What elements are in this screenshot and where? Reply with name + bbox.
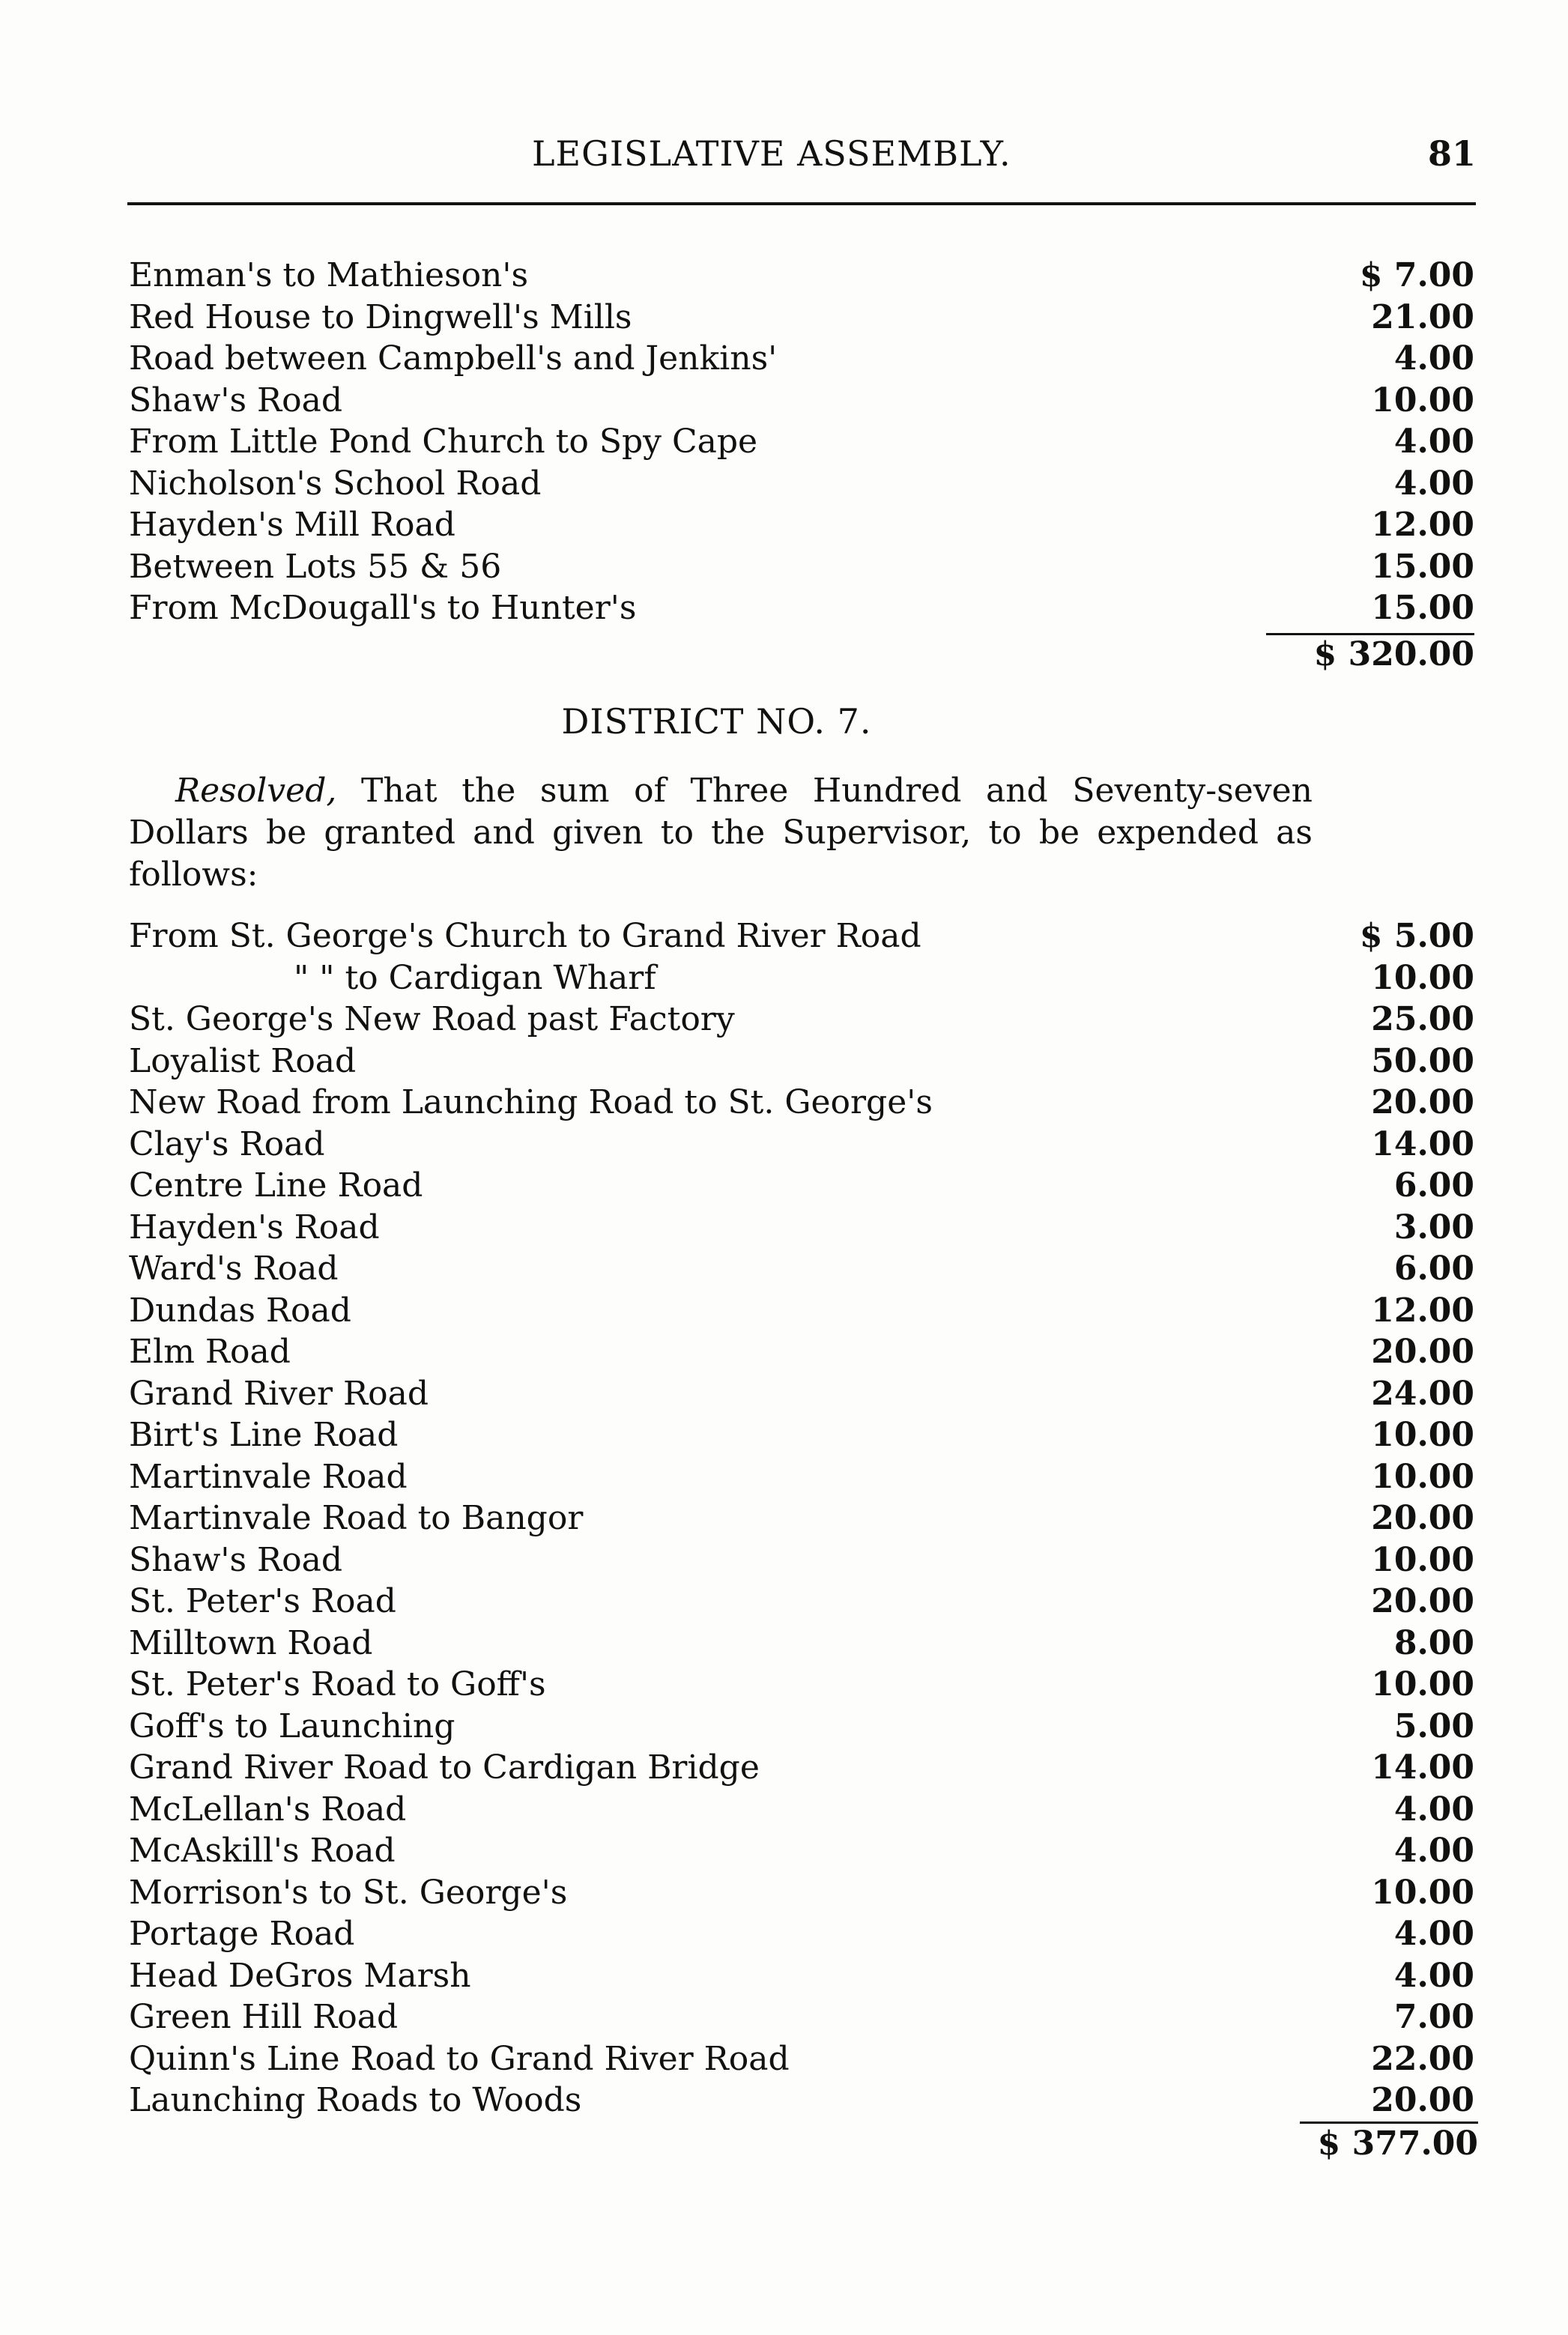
- district-heading: [0, 701, 1568, 742]
- item-amount: 10.00: [1371, 381, 1474, 420]
- item-amount: 24.00: [1371, 1374, 1474, 1413]
- list-item: [129, 915, 1474, 957]
- list-item: [129, 1996, 1474, 2038]
- running-title: LEGISLATIVE ASSEMBLY.: [532, 133, 1011, 174]
- list-item: [129, 587, 1474, 629]
- item-label: Ward's Road: [129, 1250, 339, 1288]
- list-item: [129, 1331, 1474, 1373]
- list-item: [129, 1456, 1474, 1498]
- list-item: [129, 1290, 1474, 1332]
- item-amount: 20.00: [1371, 1582, 1474, 1620]
- item-label: St. Peter's Road to Goff's: [129, 1665, 546, 1703]
- list-item: [129, 380, 1474, 422]
- item-amount: 20.00: [1371, 1333, 1474, 1371]
- item-label: McLellan's Road: [129, 1790, 407, 1829]
- item-amount: 12.00: [1371, 506, 1474, 544]
- list-item: [129, 463, 1474, 505]
- item-label: New Road from Launching Road to St. George's: [129, 1083, 933, 1121]
- item-label: Elm Road: [129, 1333, 291, 1371]
- item-amount: 10.00: [1371, 1416, 1474, 1454]
- item-amount: 7.00: [1393, 1998, 1474, 2036]
- item-label: Hayden's Road: [129, 1208, 380, 1247]
- item-label: " " to Cardigan Wharf: [294, 958, 656, 997]
- item-label: Nicholson's School Road: [129, 464, 542, 503]
- list-item: [129, 1664, 1474, 1706]
- item-label: Centre Line Road: [129, 1166, 423, 1205]
- list-item: [129, 546, 1474, 588]
- list-item: [129, 421, 1474, 463]
- item-amount: 10.00: [1371, 958, 1474, 997]
- district-heading-text: DISTRICT NO. 7.: [561, 701, 872, 742]
- resolution-line-3: follows:: [129, 855, 258, 894]
- item-amount: 6.00: [1393, 1250, 1474, 1288]
- list-item: [129, 1913, 1474, 1955]
- item-amount: 50.00: [1371, 1041, 1474, 1080]
- list-item: [129, 1581, 1474, 1623]
- list-item: [129, 1207, 1474, 1249]
- item-label: Between Lots 55 & 56: [129, 547, 502, 586]
- list-item: [129, 1497, 1474, 1539]
- item-label: Green Hill Road: [129, 1998, 399, 2036]
- list-item: [129, 1165, 1474, 1207]
- list-item: [129, 1373, 1474, 1415]
- item-label: Grand River Road to Cardigan Bridge: [129, 1748, 760, 1787]
- item-label: Shaw's Road: [129, 1540, 343, 1579]
- item-amount: 4.00: [1393, 1956, 1474, 1995]
- item-label: From McDougall's to Hunter's: [129, 589, 637, 627]
- road-list-continued: [129, 255, 1474, 629]
- list-item: [129, 1414, 1474, 1456]
- item-amount: 14.00: [1371, 1748, 1474, 1787]
- list-item: [129, 2038, 1474, 2080]
- list-item: [129, 957, 1474, 999]
- list-item: [129, 1539, 1474, 1581]
- item-label: Enman's to Mathieson's: [129, 256, 529, 294]
- item-label: Shaw's Road: [129, 381, 343, 420]
- item-amount: 20.00: [1371, 2081, 1474, 2119]
- resolution-text-1: That the sum of Three Hundred and Seventy-seven: [360, 772, 1313, 810]
- item-amount: 12.00: [1371, 1291, 1474, 1330]
- section1-total: $ 320.00: [1313, 635, 1474, 673]
- page-header: [127, 133, 1476, 186]
- item-amount: 6.00: [1393, 1166, 1474, 1205]
- item-label: From Little Pond Church to Spy Cape: [129, 423, 758, 461]
- item-label: Dundas Road: [129, 1291, 351, 1330]
- item-amount: 20.00: [1371, 1083, 1474, 1121]
- item-amount: 21.00: [1371, 297, 1474, 336]
- item-label: Launching Roads to Woods: [129, 2081, 582, 2119]
- item-amount: 10.00: [1371, 1873, 1474, 1912]
- item-label: Clay's Road: [129, 1124, 325, 1163]
- item-amount: 4.00: [1393, 423, 1474, 461]
- item-label: Road between Campbell's and Jenkins': [129, 339, 778, 378]
- list-item: [129, 297, 1474, 339]
- item-amount: 4.00: [1393, 464, 1474, 503]
- list-item: [129, 1248, 1474, 1290]
- item-label: Birt's Line Road: [129, 1416, 399, 1454]
- item-amount: 15.00: [1371, 547, 1474, 586]
- item-amount: 15.00: [1371, 589, 1474, 627]
- resolution-line-1: [129, 770, 1313, 812]
- item-amount: 22.00: [1371, 2039, 1474, 2078]
- list-item: [129, 338, 1474, 380]
- item-amount: 10.00: [1371, 1665, 1474, 1703]
- list-item: [129, 1041, 1474, 1082]
- item-label: St. Peter's Road: [129, 1582, 396, 1620]
- item-amount: 14.00: [1371, 1124, 1474, 1163]
- item-label: Quinn's Line Road to Grand River Road: [129, 2039, 790, 2078]
- item-amount: 8.00: [1393, 1623, 1474, 1662]
- item-amount: 20.00: [1371, 1499, 1474, 1537]
- item-amount: 4.00: [1393, 1915, 1474, 1953]
- list-item: [129, 1706, 1474, 1748]
- list-item: [129, 255, 1474, 297]
- page-number: 81: [1427, 133, 1476, 174]
- item-amount: 5.00: [1393, 1706, 1474, 1745]
- item-label: McAskill's Road: [129, 1832, 396, 1870]
- item-label: Grand River Road: [129, 1374, 429, 1413]
- item-amount: 25.00: [1371, 1000, 1474, 1038]
- item-label: Hayden's Mill Road: [129, 506, 455, 544]
- district7-total-rule: [1300, 2122, 1478, 2124]
- resolution-paragraph: [129, 770, 1313, 896]
- item-amount: 4.00: [1393, 339, 1474, 378]
- item-amount: 4.00: [1393, 1832, 1474, 1870]
- district7-total: $ 377.00: [1317, 2124, 1478, 2163]
- item-label: Head DeGros Marsh: [129, 1956, 471, 1995]
- item-label: From St. George's Church to Grand River Road: [129, 917, 921, 955]
- item-amount: 10.00: [1371, 1457, 1474, 1496]
- item-amount: $ 7.00: [1359, 256, 1474, 294]
- list-item: [129, 1082, 1474, 1124]
- list-item: [129, 504, 1474, 546]
- item-label: Milltown Road: [129, 1623, 373, 1662]
- list-item: [129, 1789, 1474, 1831]
- list-item: [129, 1955, 1474, 1997]
- item-label: Red House to Dingwell's Mills: [129, 297, 632, 336]
- item-label: St. George's New Road past Factory: [129, 1000, 735, 1038]
- district7-road-list: [129, 915, 1474, 2122]
- list-item: [129, 1747, 1474, 1789]
- item-amount: 4.00: [1393, 1790, 1474, 1829]
- item-amount: 10.00: [1371, 1540, 1474, 1579]
- item-amount: 3.00: [1393, 1208, 1474, 1247]
- list-item: [129, 1872, 1474, 1914]
- list-item: [129, 1124, 1474, 1166]
- list-item: [129, 1830, 1474, 1872]
- item-label: Portage Road: [129, 1915, 355, 1953]
- resolution-line-2: Dollars be granted and given to the Supervisor, to be expended as: [129, 814, 1313, 852]
- item-label: Goff's to Launching: [129, 1706, 455, 1745]
- item-label: Martinvale Road: [129, 1457, 408, 1496]
- list-item: [129, 999, 1474, 1041]
- item-label: Loyalist Road: [129, 1041, 357, 1080]
- item-label: Martinvale Road to Bangor: [129, 1499, 584, 1537]
- list-item: [129, 1623, 1474, 1665]
- item-label: Morrison's to St. George's: [129, 1873, 568, 1912]
- header-rule: [127, 202, 1476, 205]
- item-amount: $ 5.00: [1359, 917, 1474, 955]
- resolved-word: Resolved,: [175, 772, 337, 810]
- list-item: [129, 2080, 1474, 2122]
